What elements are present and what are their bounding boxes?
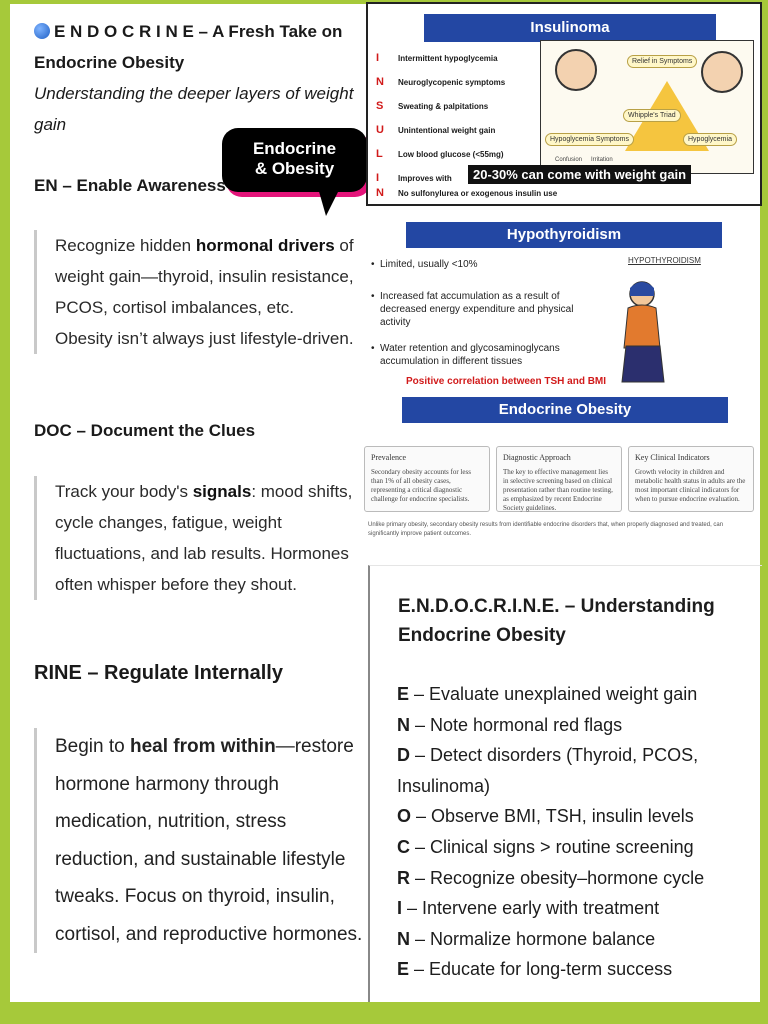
acronym-list bbox=[397, 679, 759, 985]
acronym-title: E.N.D.O.C.R.I.N.E. – Understanding Endocrine Obesity bbox=[398, 596, 715, 646]
section-doc-heading: DOC – Document the Clues bbox=[34, 421, 256, 440]
list-item: I – Intervene early with treatment bbox=[397, 898, 660, 919]
list-item: E – Evaluate unexplained weight gain bbox=[397, 684, 698, 704]
list-item: D – Detect disorders (Thyroid, PCOS, Insulinoma) bbox=[397, 745, 699, 796]
whipple-label: Whipple's Triad bbox=[623, 109, 681, 122]
header-block bbox=[34, 16, 359, 140]
relief-label: Relief in Symptoms bbox=[627, 55, 697, 68]
hypo-bullet: • Water retention and glycosaminoglycans accumulation in different tissues bbox=[380, 342, 595, 368]
endocrine-obesity-note: Unlike primary obesity, secondary obesity results from identifiable endocrine disorders that, when properly diagnosed and treated, can significantly improve patient outcomes. bbox=[368, 522, 724, 537]
hypo-bullet: • Limited, usually <10% bbox=[380, 258, 610, 271]
section-rine-heading: RINE – Regulate Internally bbox=[34, 662, 283, 684]
page-subtitle: Understanding the deeper layers of weight gain bbox=[34, 84, 354, 134]
endocrine-obesity-badge: Endocrine & Obesity bbox=[222, 128, 367, 192]
list-item: I Intermittent hypoglycemia bbox=[376, 52, 498, 64]
list-item: I Improves with bbox=[376, 172, 452, 184]
prevalence-box: Prevalence Secondary obesity accounts for less than 1% of all obesity cases, representing a critical diagnostic challenge for endocrine specialists. bbox=[364, 446, 490, 512]
hypoglycemia-label: Hypoglycemia bbox=[683, 133, 737, 146]
section-en-text: Recognize hidden hormonal drivers of weight gain—thyroid, insulin resistance, PCOS, cortisol imbalances, etc. Obesity isn’t always just lifestyle-driven. bbox=[34, 230, 355, 354]
hypo-symptoms-label: Hypoglycemia Symptoms bbox=[545, 133, 634, 146]
diagnostic-approach-box: Diagnostic Approach The key to effective management lies in selective screening based on clinical presentation rather than routine testing, as emphasized by recent Endocrine Society guidelines. bbox=[496, 446, 622, 512]
frame-left bbox=[0, 0, 10, 1024]
insulinoma-banner: 20-30% can come with weight gain bbox=[468, 165, 691, 184]
acronym-box bbox=[368, 565, 762, 1002]
list-item: C – Clinical signs > routine screening bbox=[397, 836, 694, 857]
hypothyroidism-title: Hypothyroidism bbox=[406, 222, 722, 248]
confusion-label: Confusion bbox=[555, 157, 583, 163]
list-item: N – Normalize hormone balance bbox=[397, 928, 656, 949]
insulinoma-card bbox=[366, 2, 762, 206]
list-item: S Sweating & palpitations bbox=[376, 100, 489, 112]
hypo-bullet: • Increased fat accumulation as a result of decreased energy expenditure and physical activity bbox=[380, 290, 595, 329]
hypothyroid-person-icon bbox=[620, 278, 666, 384]
clinical-indicators-box: Key Clinical Indicators Growth velocity in children and metabolic health status in adults are the most important clinical indicators for when to pursue endocrine evaluation. bbox=[628, 446, 754, 512]
section-doc-text: Track your body's signals: mood shifts, cycle changes, fatigue, weight fluctuations, and lab results. Hormones often whisper before they shout. bbox=[34, 476, 355, 600]
speech-bubble-tail bbox=[318, 188, 340, 216]
list-item: E – Educate for long-term success bbox=[397, 959, 673, 980]
frame-bottom bbox=[0, 1002, 768, 1024]
person-icon bbox=[555, 49, 597, 91]
list-item: N – Note hormonal red flags bbox=[397, 714, 623, 735]
section-en-heading: EN – Enable Awareness bbox=[34, 176, 226, 195]
list-item: R – Recognize obesity–hormone cycle bbox=[397, 867, 705, 888]
whipple-triad-illustration bbox=[540, 40, 754, 174]
list-item: L Low blood glucose (<55mg) bbox=[376, 148, 504, 160]
hypo-correlation-note: Positive correlation between TSH and BMI bbox=[406, 376, 607, 387]
list-item: O – Observe BMI, TSH, insulin levels bbox=[397, 806, 694, 827]
section-rine-text: Begin to heal from within—restore hormone harmony through medication, nutrition, stress reduction, and sustainable lifestyle tweaks. Focus on thyroid, insulin, cortisol, and reproductive hormones. bbox=[34, 728, 373, 953]
list-item: N Neuroglycopenic symptoms bbox=[376, 76, 506, 88]
blue-circle-icon bbox=[34, 23, 50, 39]
list-item: N No sulfonylurea or exogenous insulin use bbox=[376, 187, 558, 199]
endocrine-obesity-title: Endocrine Obesity bbox=[402, 397, 728, 423]
irritation-label: Irritation bbox=[591, 157, 613, 163]
insulinoma-title: Insulinoma bbox=[424, 14, 716, 42]
list-item: U Unintentional weight gain bbox=[376, 124, 496, 136]
hypothyroidism-figure-heading: HYPOTHYROIDISM bbox=[628, 256, 701, 265]
page-title: E N D O C R I N E – A Fresh Take on Endocrine Obesity bbox=[34, 22, 343, 72]
